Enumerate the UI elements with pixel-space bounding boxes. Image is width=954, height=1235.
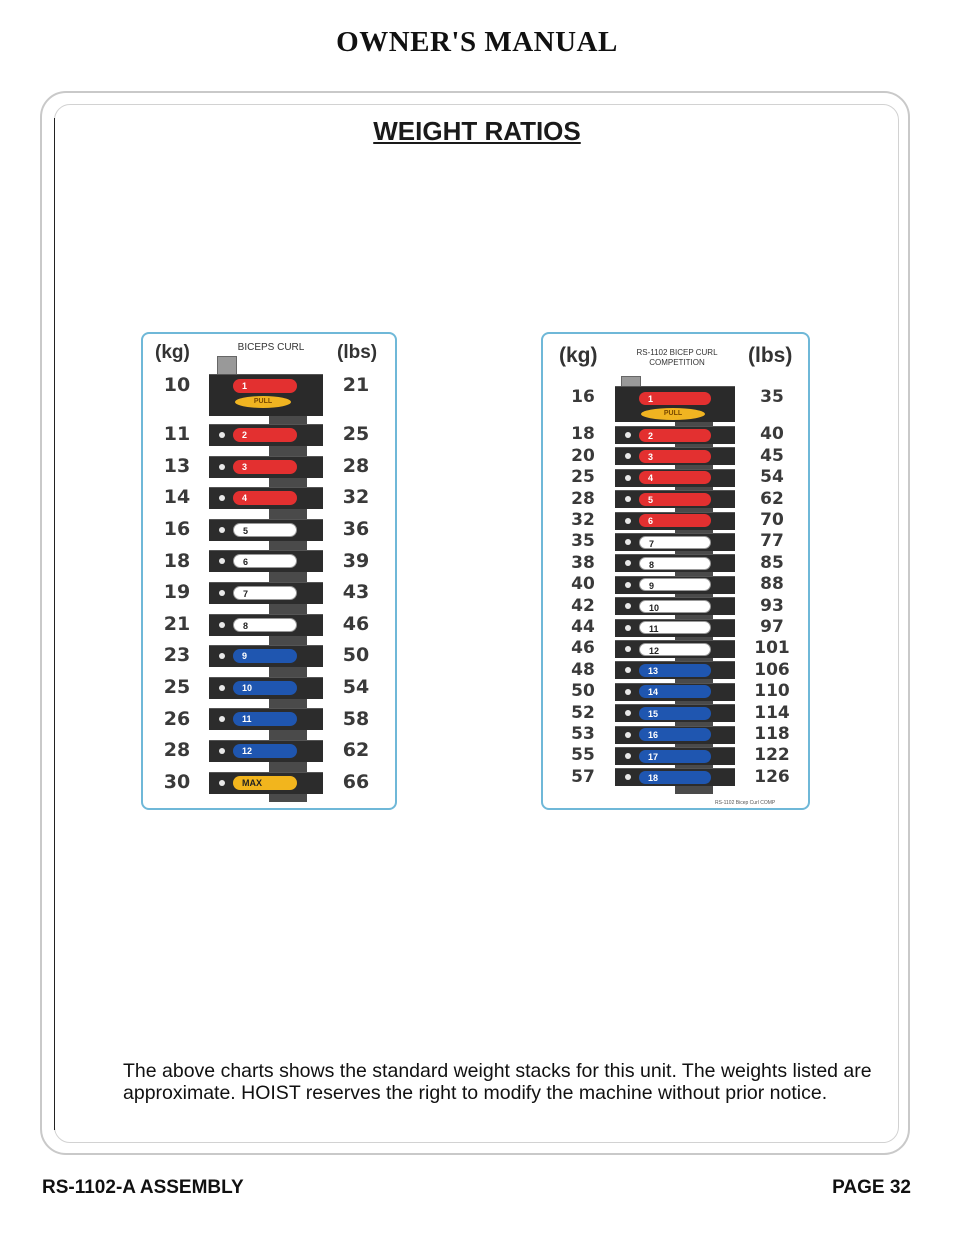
kg-value: 30 (163, 770, 191, 793)
lbs-value: 45 (760, 445, 784, 466)
lbs-value: 32 (342, 486, 370, 509)
lbs-value: 122 (754, 745, 790, 766)
kg-value: 38 (571, 552, 595, 573)
kg-value: 19 (163, 581, 191, 604)
lbs-value: 21 (342, 374, 370, 397)
plate-tab: MAX (233, 776, 297, 790)
lbs-value: 36 (342, 518, 370, 541)
pin-hole (219, 464, 225, 470)
plate-tab: 5 (233, 523, 297, 537)
kg-value: 32 (571, 510, 595, 531)
kg-value: 16 (163, 518, 191, 541)
kg-value: 28 (163, 739, 191, 762)
lbs-value: 46 (342, 612, 370, 635)
lbs-value: 88 (760, 574, 784, 595)
kg-value: 23 (163, 644, 191, 667)
weight-chart-biceps-curl (141, 332, 397, 810)
kg-value: 13 (163, 454, 191, 477)
kg-value: 46 (571, 638, 595, 659)
footer-assembly: RS-1102-A ASSEMBLY (42, 1177, 244, 1198)
lbs-value: 54 (342, 676, 370, 699)
plate-tab: 5 (639, 493, 711, 506)
plate-tab: 3 (639, 450, 711, 463)
lbs-value: 40 (760, 424, 784, 445)
pin-hole (219, 432, 225, 438)
footer-page-number: PAGE 32 (832, 1177, 911, 1198)
plate-tab: 7 (639, 536, 711, 549)
plate-tab: 1 (233, 379, 297, 393)
weight-chart-bicep-curl-competition (541, 332, 810, 810)
plate-tab: 1 (639, 392, 711, 405)
pin-hole (625, 432, 631, 438)
lbs-value: 101 (754, 638, 790, 659)
kg-value: 18 (163, 549, 191, 572)
unit-label-lbs: (lbs) (748, 344, 793, 367)
chart-title: BICEPS CURL (237, 342, 305, 353)
chart-stamp: RS-1102 Bicep Curl COMP (715, 800, 776, 806)
plate-tab: 15 (639, 707, 711, 720)
unit-label-lbs: (lbs) (337, 342, 378, 363)
pin-hole (625, 625, 631, 631)
lbs-value: 35 (760, 387, 784, 408)
pull-label: PULL (641, 408, 705, 420)
lbs-value: 62 (760, 488, 784, 509)
plate-tab: 7 (233, 586, 297, 600)
plate-tab: 10 (233, 681, 297, 695)
pin-hole (625, 689, 631, 695)
lbs-value: 50 (342, 644, 370, 667)
pin-hole (219, 685, 225, 691)
pin-hole (219, 780, 225, 786)
pin-hole (625, 582, 631, 588)
plate-tab: 14 (639, 685, 711, 698)
lbs-value: 28 (342, 454, 370, 477)
plate-tab: 3 (233, 460, 297, 474)
plate-tab: 4 (233, 491, 297, 505)
frame-rule (54, 118, 55, 1130)
kg-value: 44 (571, 617, 595, 638)
footnote: The above charts shows the standard weight stacks for this unit. The weights listed are approximate. HOIST reserves the right to modify the machine without prior notice. (123, 1060, 872, 1104)
lbs-value: 66 (342, 770, 370, 793)
kg-value: 26 (163, 707, 191, 730)
unit-label-kg: (kg) (155, 342, 190, 363)
pin-hole (219, 622, 225, 628)
plate-tab: 2 (639, 429, 711, 442)
pin-hole (219, 527, 225, 533)
pin-hole (625, 732, 631, 738)
chart-title: RS-1102 BICEP CURL COMPETITION (636, 348, 718, 367)
pin-hole (219, 748, 225, 754)
lbs-value: 58 (342, 707, 370, 730)
kg-value: 20 (571, 445, 595, 466)
page-title: OWNER'S MANUAL (336, 26, 618, 58)
lbs-value: 85 (760, 552, 784, 573)
plate-tab: 13 (639, 664, 711, 677)
lbs-value: 93 (760, 595, 784, 616)
kg-value: 55 (571, 745, 595, 766)
pin-hole (625, 518, 631, 524)
lbs-value: 110 (754, 681, 790, 702)
plate-tab: 2 (233, 428, 297, 442)
pin-hole (625, 539, 631, 545)
kg-value: 52 (571, 702, 595, 723)
kg-value: 16 (571, 387, 595, 408)
kg-value: 28 (571, 488, 595, 509)
lbs-value: 70 (760, 510, 784, 531)
kg-value: 10 (163, 374, 191, 397)
kg-value: 11 (163, 423, 191, 446)
lbs-value: 43 (342, 581, 370, 604)
plate-tab: 12 (233, 744, 297, 758)
lbs-value: 114 (754, 702, 790, 723)
kg-value: 48 (571, 659, 595, 680)
plate-tab: 11 (639, 621, 711, 634)
lbs-value: 77 (760, 531, 784, 552)
plate-tab: 10 (639, 600, 711, 613)
plate-tab: 6 (639, 514, 711, 527)
pin-hole (625, 753, 631, 759)
lbs-value: 25 (342, 423, 370, 446)
pin-hole (625, 646, 631, 652)
lbs-value: 118 (754, 724, 790, 745)
pull-label: PULL (235, 396, 291, 408)
kg-value: 57 (571, 766, 595, 787)
lbs-value: 39 (342, 549, 370, 572)
kg-value: 35 (571, 531, 595, 552)
lbs-value: 54 (760, 467, 784, 488)
kg-value: 18 (571, 424, 595, 445)
kg-value: 50 (571, 681, 595, 702)
plate-tab: 12 (639, 643, 711, 656)
kg-value: 14 (163, 486, 191, 509)
plate-tab: 17 (639, 750, 711, 763)
plate-tab: 9 (639, 578, 711, 591)
section-title: WEIGHT RATIOS (373, 116, 581, 146)
unit-label-kg: (kg) (559, 344, 598, 367)
kg-value: 42 (571, 595, 595, 616)
plate-tab: 4 (639, 471, 711, 484)
plate-tab: 8 (233, 618, 297, 632)
plate-tab: 11 (233, 712, 297, 726)
kg-value: 53 (571, 724, 595, 745)
kg-value: 25 (163, 676, 191, 699)
plate-tab: 6 (233, 554, 297, 568)
lbs-value: 97 (760, 617, 784, 638)
pin-hole (219, 590, 225, 596)
lbs-value: 62 (342, 739, 370, 762)
kg-value: 40 (571, 574, 595, 595)
plate-tab: 9 (233, 649, 297, 663)
lbs-value: 106 (754, 659, 790, 680)
plate-tab: 8 (639, 557, 711, 570)
plate-tab: 16 (639, 728, 711, 741)
kg-value: 21 (163, 612, 191, 635)
lbs-value: 126 (754, 766, 790, 787)
plate-tab: 18 (639, 771, 711, 784)
pin-hole (625, 475, 631, 481)
kg-value: 25 (571, 467, 595, 488)
